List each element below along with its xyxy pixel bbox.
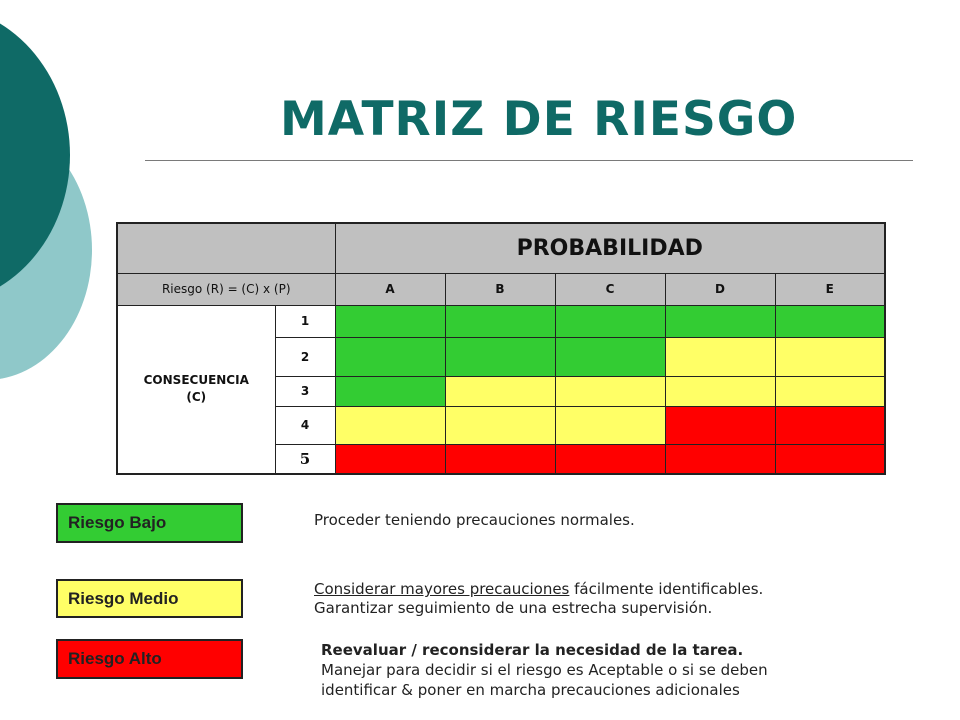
- risk-cell: [335, 406, 445, 444]
- risk-cell: [775, 406, 885, 444]
- risk-cell: [775, 305, 885, 337]
- risk-cell: [445, 376, 555, 406]
- consequence-label: [117, 305, 275, 474]
- row-label-2: 2: [275, 337, 335, 376]
- risk-cell: [445, 305, 555, 337]
- risk-formula: Riesgo (R) = (C) x (P): [117, 273, 335, 305]
- desc-medio-line2: Garantizar seguimiento de una estrecha supervisión.: [314, 599, 713, 617]
- column-header-b: B: [445, 273, 555, 305]
- risk-cell: [555, 406, 665, 444]
- row-label-4: 4: [275, 406, 335, 444]
- risk-cell: [775, 444, 885, 474]
- risk-cell: [665, 337, 775, 376]
- risk-cell: [555, 305, 665, 337]
- consequence-text: CONSECUENCIA: [143, 373, 249, 388]
- legend-riesgo-medio: Riesgo Medio: [56, 579, 243, 618]
- desc-alto-line3: identificar & poner en marcha precauciones adicionales: [321, 681, 740, 699]
- risk-cell: [555, 376, 665, 406]
- risk-cell: [335, 305, 445, 337]
- row-label-3: 3: [275, 376, 335, 406]
- risk-cell: [665, 305, 775, 337]
- risk-cell: [665, 376, 775, 406]
- desc-medio-underlined: Considerar mayores precauciones: [314, 580, 570, 598]
- column-header-e: E: [775, 273, 885, 305]
- legend-riesgo-bajo: Riesgo Bajo: [56, 503, 243, 543]
- matrix-corner-cell: [117, 223, 335, 273]
- title-underline-rule: [145, 160, 913, 161]
- risk-cell: [775, 337, 885, 376]
- legend-desc-medio: [314, 580, 763, 618]
- legend-desc-alto: [321, 640, 768, 700]
- risk-cell: [335, 376, 445, 406]
- legend-riesgo-alto: Riesgo Alto: [56, 639, 243, 679]
- desc-medio-line1-rest: fácilmente identificables.: [569, 580, 764, 598]
- risk-cell: [445, 337, 555, 376]
- column-header-d: D: [665, 273, 775, 305]
- consequence-abbr: (C): [186, 390, 207, 405]
- column-header-a: A: [335, 273, 445, 305]
- risk-cell: [445, 444, 555, 474]
- desc-alto-line2: Manejar para decidir si el riesgo es Aceptable o si se deben: [321, 661, 768, 679]
- desc-bajo-line1: Proceder teniendo precauciones normales.: [314, 511, 635, 529]
- probability-header: PROBABILIDAD: [335, 223, 885, 273]
- legend-desc-bajo: [314, 511, 635, 530]
- row-label-1: 1: [275, 305, 335, 337]
- risk-cell: [665, 406, 775, 444]
- slide-title: MATRIZ DE RIESGO: [280, 92, 798, 147]
- risk-cell: [335, 444, 445, 474]
- risk-matrix-table: [116, 222, 886, 475]
- risk-cell: [335, 337, 445, 376]
- column-header-c: C: [555, 273, 665, 305]
- risk-cell: [555, 444, 665, 474]
- risk-cell: [555, 337, 665, 376]
- risk-cell: [775, 376, 885, 406]
- desc-alto-bold: Reevaluar / reconsiderar la necesidad de la tarea.: [321, 641, 744, 659]
- risk-cell: [445, 406, 555, 444]
- row-label-5: 5: [275, 444, 335, 474]
- risk-cell: [665, 444, 775, 474]
